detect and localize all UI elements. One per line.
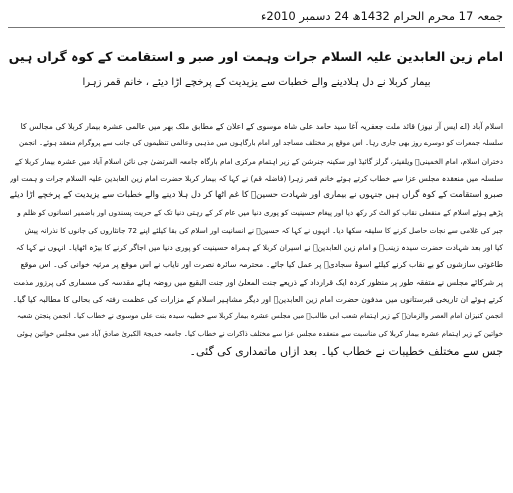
body-line: انجمن کنیزان امام العصر والزمانؑ کے زیر اہتمام شعب ابی طالبؑ میں مجلس عشرہ بیمار کربلا سے خطیبہ سیدہ بنت علی موسوی نے خطاب کیا۔ انجمن پنجتن شعبہ	[16, 312, 503, 321]
body-line: جس سے مختلف خطیبات نے خطاب کیا۔ بعد ازاں ماتمداری کی گئی۔	[189, 344, 503, 358]
body-line: پر شرکائے مجلس نے متفقہ طور پر منظور کردہ ایک قرارداد کے ذریعے جنت المعلیٰ اور جنت البقیع میں روضہ ہائے مقدسہ کی مسماری کی پرزور مذمت	[13, 277, 503, 287]
body-line: دختران اسلام، امام الخمینیؒ ویلفیئر، گرلز گائیڈ اور سکینہ جنرشن کے زیر اہتمام مرکزی امام بارگاہ جامعہ المرتضیٰ جی نائن اسلام آباد میں عشرہ بیمار کربلا کے	[14, 156, 503, 166]
header-divider	[8, 27, 505, 28]
body-line: کیا اور بعد شہادت حضرت سیدہ زینبؑ و امام زین العابدینؑ نے اسیران کربلا کے ہمراہ حسینیت کو پوری دنیا میں اجاگر کرنے کا بیڑہ اٹھایا۔ انہوں نے کہا کہ	[15, 243, 503, 253]
body-line: صبرو استقامت کے کوہ گراں ہیں جنہوں نے بیماری اور شہادت حسینؑ کا غم اٹھا کر دل ہلا دینے والے خطبات سے یزیدیت کے پرخچے اڑا دیئے	[10, 190, 503, 201]
body-line: سلسلہ میں منعقدہ مجلس عزا سے خطاب کرتے ہوئے خانم قمر زہرا (فاضلہ قم) نے کہا کہ بیمار کربلا حضرت امام زین العابدین علیہ السلام جرات و ہمت اور	[10, 173, 503, 183]
body-line: طاغوتی سازشوں کو بے نقاب کرنے کیلئے اسوۂ سجادیؑ پر عمل کیا جائے۔ محترمہ سائرہ نصرت اور نایاب نے اس موقع پر مرثیہ خوانی کی۔ اس موقع	[20, 260, 503, 270]
dateline: جمعہ 17 محرم الحرام 1432ھ 24 دسمبر 2010ء	[260, 9, 503, 23]
body-line: جبر کی غلامی سے نجات حاصل کرنے کا سلیقہ سکھا دیا۔ انہوں نے کہا کہ حسینؑ نے انسانیت اور اسلام کی بقا کیلئے اپنے 72 جانثاروں کی جانوں کا نذرانہ پیش	[24, 225, 503, 235]
article-body	[10, 118, 503, 360]
headline: امام زین العابدین علیہ السلام جرات وہمت اور صبر و استقامت کے کوہ گراں ہیں	[8, 49, 503, 64]
body-line: اسلام آباد (اے ایس آر نیوز) قائد ملت جعفریہ آغا سید حامد علی شاہ موسوی کے اعلان کے مطابق ملک بھر میں عالمی عشرہ بیمار کربلا کی مجالس کا	[20, 122, 503, 131]
body-line: سلسلہ جمعرات کو دوسرے روز بھی جاری رہا۔ اس موقع پر مختلف مساجد اور امام بارگاہوں میں مذہبی وعالمی تنظیموں کی جانب سے پروگرام منعقد ہوئے۔ انجمن	[18, 139, 503, 148]
subhead: بیمار کربلا نے دل ہلادینے والے خطبات سے یزیدیت کے پرخچے اڑا دیئے ، خانم قمر زہرا	[82, 77, 431, 88]
body-line: خواتین کے زیر اہتمام عشرہ بیمار کربلا کی مناسبت سے منعقدہ مجلس عزا سے مختلف ذاکرات نے خطاب کیا۔ جامعہ خدیجۃ الکبریٰ صادق آباد میں مجلس خواتین ہوئی	[16, 329, 503, 338]
body-line: پڑھے ہوئے اسلام کے منفعلی نقاب کو الٹ کر رکھ دیا اور پیغام حسینیت کو پوری دنیا میں عام کر کے رہتی دنیا تک کے حریت پسندوں اور باضمیر انسانوں کو ظلم و	[17, 208, 503, 218]
body-line: کرتے ہوئے ان تاریخی قبرستانوں میں مدفون حضرت امام زین العابدینؑ اور دیگر مشاہیر اسلام کے مزارات کی عظمت رفتہ کی بحالی کا مطالبہ کیا گیا۔	[12, 294, 503, 304]
